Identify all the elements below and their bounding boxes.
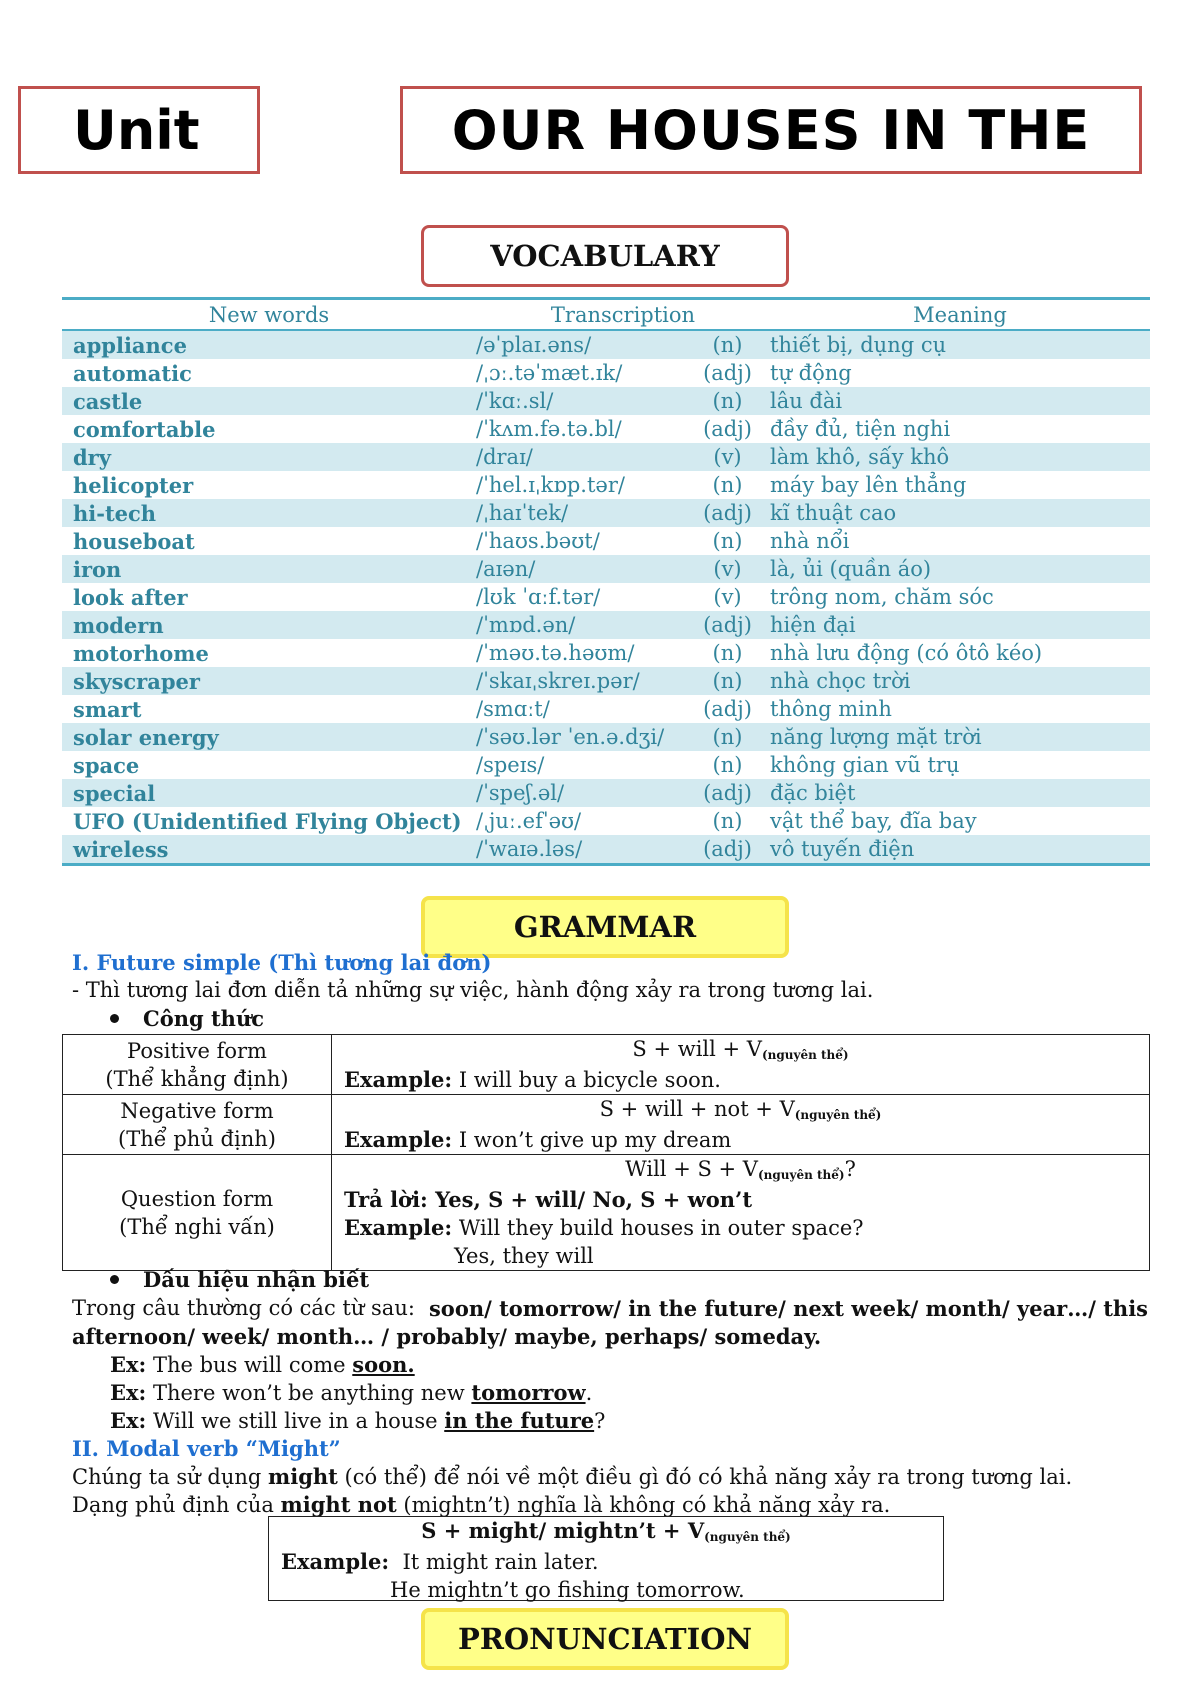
vocab-meaning: không gian vũ trụ — [770, 753, 960, 777]
question-example-answer: Yes, they will — [454, 1244, 594, 1268]
question-form-label-vi: (Thể nghi vấn) — [119, 1214, 275, 1239]
unit-title-box — [400, 86, 1142, 174]
bullet-icon — [110, 1275, 119, 1284]
negative-form-label-cell — [63, 1095, 332, 1155]
vocabulary-row — [62, 387, 1150, 415]
formula-bullet-label: Công thức — [143, 1006, 265, 1031]
vocab-meaning: vô tuyến điện — [770, 835, 1150, 865]
question-form-row — [63, 1155, 1150, 1271]
vocab-word: special — [62, 779, 476, 807]
vocab-transcription: /ˈhaʊs.bəʊt/ — [476, 529, 600, 553]
negative-example: Example: I won’t give up my dream — [344, 1127, 732, 1152]
signs-intro: Trong câu thường có các từ sau: — [72, 1296, 415, 1320]
vocab-transcription: /ˌɔː.təˈmæt.ɪk/ — [476, 361, 623, 385]
vocab-meaning: thông minh — [770, 697, 892, 721]
vocab-word: motorhome — [73, 640, 209, 666]
vocab-meaning: thiết bị, dụng cụ — [770, 330, 1150, 359]
vocab-word: UFO (Unidentified Flying Object) — [73, 808, 462, 834]
vocab-part-of-speech: (adj) — [703, 697, 752, 721]
vocab-word: smart — [73, 696, 142, 722]
vocab-transcription: /speɪs/ — [476, 753, 545, 777]
vocab-meaning: tự động — [770, 361, 852, 385]
vocab-transcription: /ˈspeʃ.əl/ — [476, 779, 685, 807]
unit-label: Unit — [73, 98, 200, 162]
vocab-meaning: nhà nổi — [770, 529, 850, 553]
vocab-meaning: lâu đài — [770, 387, 1150, 415]
vocab-part-of-speech: (n) — [685, 387, 770, 415]
vocabulary-row — [62, 583, 1150, 611]
vocab-word: houseboat — [73, 528, 195, 554]
unit-title: OUR HOUSES IN THE — [451, 98, 1091, 162]
vocabulary-row — [62, 835, 1150, 865]
vocabulary-header-row — [62, 299, 1150, 331]
vocab-meaning: làm khô, sấy khô — [770, 443, 1150, 471]
vocab-word: solar energy — [62, 723, 476, 751]
question-form-label-cell — [63, 1155, 332, 1271]
negative-form-label-vi: (Thể phủ định) — [118, 1126, 276, 1151]
vocab-part-of-speech: (adj) — [685, 835, 770, 865]
might-formula-box — [268, 1516, 944, 1601]
vocabulary-row — [62, 499, 1150, 527]
vocabulary-row — [62, 807, 1150, 835]
negative-form-label: Negative form — [120, 1098, 274, 1123]
question-answer: Trả lời: Yes, S + will/ No, S + won’t — [344, 1187, 753, 1212]
might-formula: S + might/ mightn’t + V(nguyên thể) — [421, 1518, 791, 1544]
signs-bullet-label: Dấu hiệu nhận biết — [143, 1267, 370, 1292]
vocab-part-of-speech: (v) — [685, 443, 770, 471]
vocab-meaning: nhà lưu động (có ôtô kéo) — [770, 641, 1043, 665]
vocab-transcription: /ˈkɑː.sl/ — [476, 387, 685, 415]
signs-bullet — [110, 1267, 369, 1292]
vocab-meaning: đầy đủ, tiện nghi — [770, 417, 951, 441]
vocabulary-row — [62, 779, 1150, 807]
vocabulary-row — [62, 359, 1150, 387]
vocab-word: helicopter — [73, 472, 194, 498]
vocabulary-row — [62, 443, 1150, 471]
positive-form-label-cell — [63, 1035, 332, 1095]
grammar-section-title: GRAMMAR — [421, 896, 789, 958]
vocab-meaning: hiện đại — [770, 611, 1150, 639]
sign-example-1: Ex: The bus will come soon. — [110, 1352, 415, 1377]
vocab-word: skyscraper — [62, 667, 476, 695]
bullet-icon — [110, 1014, 119, 1023]
signs-line-1 — [72, 1296, 1148, 1321]
vocab-part-of-speech: (n) — [712, 753, 743, 777]
vocabulary-row — [62, 555, 1150, 583]
positive-form-label-vi: (Thể khẳng định) — [105, 1066, 289, 1091]
question-form-content — [332, 1155, 1150, 1271]
vocabulary-row — [62, 667, 1150, 695]
vocab-transcription: /smɑːt/ — [476, 697, 550, 721]
vocab-part-of-speech: (n) — [712, 473, 743, 497]
modal-might-heading: II. Modal verb “Might” — [72, 1436, 341, 1461]
vocab-transcription: /lʊk ˈɑːf.tər/ — [476, 585, 601, 609]
question-form-label: Question form — [120, 1186, 274, 1211]
vocab-word: iron — [62, 555, 476, 583]
sign-example-2: Ex: There won’t be anything new tomorrow. — [110, 1380, 593, 1405]
vocabulary-table — [62, 297, 1150, 866]
vocab-word: space — [73, 752, 140, 778]
vocab-transcription: /ˈmɒd.ən/ — [476, 611, 685, 639]
vocab-word: modern — [62, 611, 476, 639]
vocab-word: hi-tech — [62, 499, 476, 527]
vocabulary-row — [62, 611, 1150, 639]
vocab-word: comfortable — [73, 416, 216, 442]
vocab-part-of-speech: (v) — [685, 555, 770, 583]
vocab-transcription: /ˈsəʊ.lər ˈen.ə.dʒi/ — [476, 723, 685, 751]
vocab-transcription: /ˌhaɪˈtek/ — [476, 499, 685, 527]
vocab-transcription: /ˈskaɪˌskreɪ.pər/ — [476, 667, 685, 695]
vocab-transcription: /ˌjuː.efˈəʊ/ — [476, 809, 582, 833]
vocabulary-row — [62, 751, 1150, 779]
vocabulary-section-title: VOCABULARY — [421, 225, 789, 287]
vocab-part-of-speech: (n) — [685, 723, 770, 751]
vocab-word: appliance — [62, 330, 476, 359]
positive-form-row — [63, 1035, 1150, 1095]
vocabulary-row — [62, 527, 1150, 555]
vocab-part-of-speech: (v) — [713, 585, 742, 609]
unit-label-box — [18, 86, 260, 174]
vocab-meaning: vật thể bay, đĩa bay — [770, 809, 977, 833]
signs-words-2: afternoon/ week/ month… / probably/ maybe, perhaps/ someday. — [72, 1324, 822, 1349]
vocab-transcription: /ˈkʌm.fə.tə.bl/ — [476, 417, 622, 441]
vocab-part-of-speech: (adj) — [685, 611, 770, 639]
vocabulary-row — [62, 695, 1150, 723]
column-header-new-words: New words — [62, 299, 476, 331]
future-simple-description: - Thì tương lai đơn diễn tả những sự việc, hành động xảy ra trong tương lai. — [72, 978, 874, 1002]
vocab-part-of-speech: (n) — [712, 809, 743, 833]
vocab-meaning: kĩ thuật cao — [770, 499, 1150, 527]
might-line-1: Chúng ta sử dụng might (có thể) để nói về một điều gì đó có khả năng xảy ra trong tương lai. — [72, 1464, 1073, 1489]
vocab-word: wireless — [62, 835, 476, 865]
negative-form-content — [332, 1095, 1150, 1155]
vocab-transcription: /əˈplaɪ.əns/ — [476, 330, 685, 359]
vocabulary-row — [62, 639, 1150, 667]
vocab-word: dry — [62, 443, 476, 471]
positive-formula: S + will + V(nguyên thể) — [632, 1037, 849, 1062]
vocab-meaning: nhà chọc trời — [770, 667, 1150, 695]
might-line-2: Dạng phủ định của might not (mightn’t) nghĩa là không có khả năng xảy ra. — [72, 1492, 891, 1517]
positive-form-content — [332, 1035, 1150, 1095]
vocab-word: castle — [62, 387, 476, 415]
future-simple-table — [62, 1034, 1150, 1271]
might-example-1: Example: It might rain later. — [281, 1549, 599, 1574]
vocab-part-of-speech: (adj) — [703, 417, 752, 441]
positive-form-label: Positive form — [127, 1038, 267, 1063]
positive-example: Example: I will buy a bicycle soon. — [344, 1067, 721, 1092]
vocab-transcription: /ˈhel.ɪˌkɒp.tər/ — [476, 473, 625, 497]
vocabulary-row — [62, 330, 1150, 359]
sign-example-3: Ex: Will we still live in a house in the future? — [110, 1408, 606, 1433]
future-simple-heading: I. Future simple (Thì tương lai đơn) — [72, 950, 492, 975]
vocab-meaning: máy bay lên thẳng — [770, 473, 967, 497]
vocab-transcription: /aɪən/ — [476, 555, 685, 583]
vocab-word: automatic — [73, 360, 192, 386]
vocab-meaning: đặc biệt — [770, 779, 1150, 807]
might-example-2: He mightn’t go fishing tomorrow. — [390, 1578, 745, 1602]
vocabulary-row — [62, 723, 1150, 751]
vocab-part-of-speech: (adj) — [703, 361, 752, 385]
vocabulary-rows — [62, 330, 1150, 865]
vocab-part-of-speech: (adj) — [685, 499, 770, 527]
pronunciation-section-title: PRONUNCIATION — [421, 1608, 789, 1670]
column-header-transcription: Transcription — [476, 299, 770, 331]
vocab-word: look after — [73, 584, 188, 610]
negative-formula: S + will + not + V(nguyên thể) — [599, 1097, 882, 1122]
column-header-meaning: Meaning — [770, 299, 1150, 331]
question-example: Example: Will they build houses in outer space? — [344, 1215, 864, 1240]
signs-words-1: soon/ tomorrow/ in the future/ next week/ month/ year…/ this — [428, 1296, 1148, 1321]
negative-form-row — [63, 1095, 1150, 1155]
vocab-part-of-speech: (n) — [685, 330, 770, 359]
signs-line-2 — [72, 1324, 821, 1349]
vocab-part-of-speech: (n) — [712, 529, 743, 553]
vocabulary-row — [62, 471, 1150, 499]
vocab-part-of-speech: (n) — [685, 667, 770, 695]
vocab-part-of-speech: (adj) — [685, 779, 770, 807]
vocab-transcription: /ˈməʊ.tə.həʊm/ — [476, 641, 635, 665]
vocab-transcription: /draɪ/ — [476, 443, 685, 471]
vocab-part-of-speech: (n) — [712, 641, 743, 665]
vocabulary-row — [62, 415, 1150, 443]
vocab-meaning: là, ủi (quần áo) — [770, 555, 1150, 583]
vocab-transcription: /ˈwaɪə.ləs/ — [476, 835, 685, 865]
question-formula: Will + S + V(nguyên thể)? — [625, 1157, 856, 1182]
formula-bullet — [110, 1006, 264, 1031]
vocab-meaning: năng lượng mặt trời — [770, 723, 1150, 751]
vocab-meaning: trông nom, chăm sóc — [770, 585, 994, 609]
